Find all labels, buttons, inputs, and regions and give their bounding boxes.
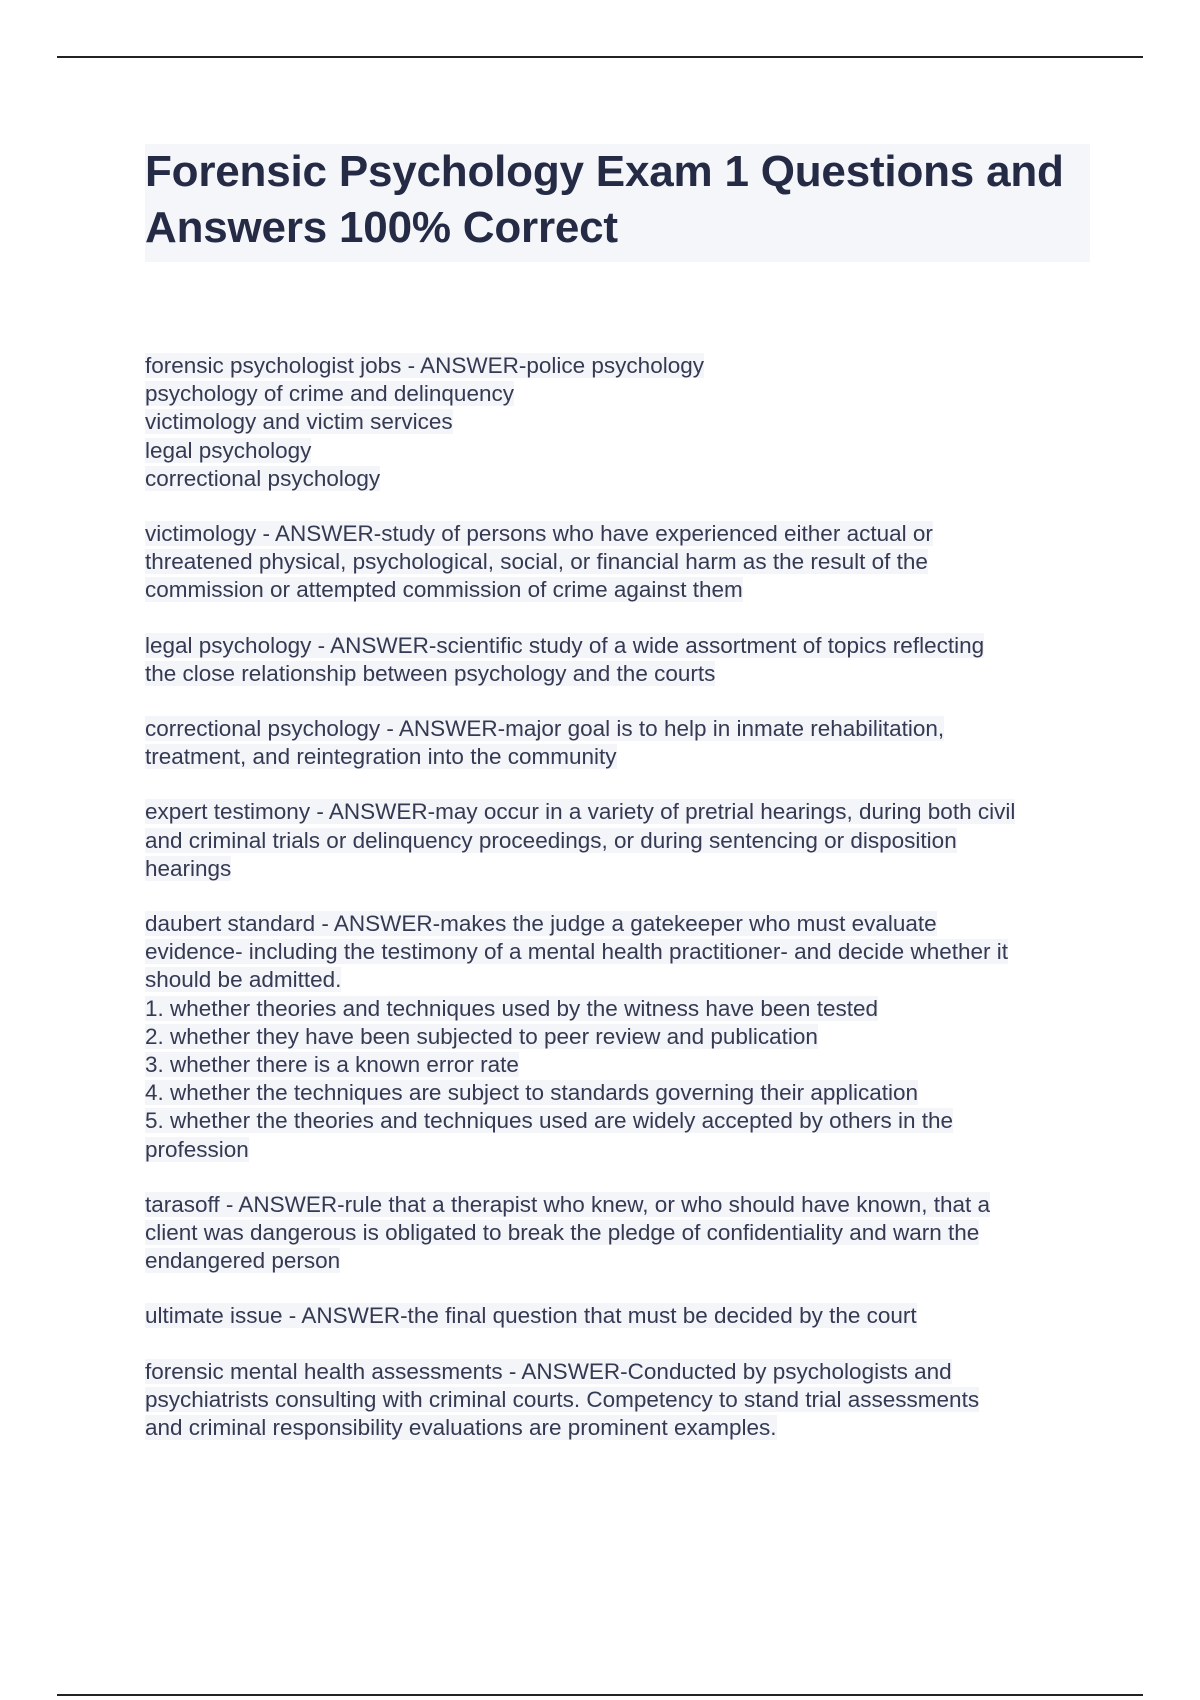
qa-line-text: and criminal trials or delinquency proceedings, or during sentencing or disposition [145, 827, 957, 853]
qa-line [145, 938, 1090, 966]
qa-line-text: endangered person [145, 1248, 341, 1274]
qa-line [145, 465, 1090, 493]
qa-line-text: 3. whether there is a known error rate [145, 1052, 519, 1078]
qa-line [145, 1023, 1090, 1051]
qa-line-text: and criminal responsibility evaluations are prominent examples. [145, 1415, 777, 1441]
qa-entry [145, 798, 1090, 883]
qa-line [145, 1079, 1090, 1107]
header-rule [57, 56, 1143, 58]
qa-entry [145, 715, 1090, 771]
qa-entry [145, 1358, 1090, 1443]
qa-line [145, 437, 1090, 465]
qa-line-text: victimology - ANSWER-study of persons who have experienced either actual or [145, 521, 933, 547]
qa-entry [145, 1191, 1090, 1276]
qa-line [145, 910, 1090, 938]
qa-line [145, 995, 1090, 1023]
qa-line [145, 798, 1090, 826]
qa-line [145, 408, 1090, 436]
qa-line-text: expert testimony - ANSWER-may occur in a variety of pretrial hearings, during both civil [145, 799, 1016, 825]
qa-line [145, 380, 1090, 408]
qa-line-text: 5. whether the theories and techniques used are widely accepted by others in the [145, 1108, 954, 1134]
qa-line [145, 743, 1090, 771]
qa-line-text: hearings [145, 855, 232, 881]
qa-line [145, 715, 1090, 743]
qa-line [145, 1414, 1090, 1442]
qa-line [145, 1358, 1090, 1386]
qa-line-text: profession [145, 1136, 249, 1162]
qa-line [145, 1302, 1090, 1330]
qa-line-text: correctional psychology [145, 465, 381, 491]
qa-line [145, 827, 1090, 855]
qa-line [145, 1136, 1090, 1164]
qa-list [145, 352, 1090, 1442]
qa-line-text: legal psychology - ANSWER-scientific study of a wide assortment of topics reflecting [145, 632, 985, 658]
qa-line-text: forensic mental health assessments - ANSWER-Conducted by psychologists and [145, 1358, 952, 1384]
qa-line-text: forensic psychologist jobs - ANSWER-police psychology [145, 353, 704, 378]
qa-entry [145, 352, 1090, 493]
qa-line-text: treatment, and reintegration into the community [145, 744, 617, 770]
qa-line-text: tarasoff - ANSWER-rule that a therapist who knew, or who should have known, that a [145, 1191, 991, 1217]
footer-rule [57, 1694, 1143, 1696]
qa-line [145, 632, 1090, 660]
qa-line-text: 1. whether theories and techniques used by the witness have been tested [145, 995, 878, 1021]
qa-line [145, 352, 1090, 380]
qa-line [145, 1107, 1090, 1135]
qa-line-text: client was dangerous is obligated to break the pledge of confidentiality and warn the [145, 1220, 980, 1246]
qa-line [145, 1219, 1090, 1247]
qa-line-text: correctional psychology - ANSWER-major goal is to help in inmate rehabilitation, [145, 716, 945, 742]
qa-line-text: should be admitted. [145, 967, 342, 993]
qa-line [145, 966, 1090, 994]
qa-line [145, 1051, 1090, 1079]
qa-line-text: victimology and victim services [145, 409, 453, 435]
qa-entry [145, 520, 1090, 605]
qa-line-text: commission or attempted commission of crime against them [145, 577, 743, 603]
qa-line-text: threatened physical, psychological, social, or financial harm as the result of the [145, 549, 928, 575]
qa-line [145, 548, 1090, 576]
qa-line [145, 660, 1090, 688]
document-title: Forensic Psychology Exam 1 Questions and Answers 100% Correct [145, 144, 1090, 262]
qa-line [145, 1386, 1090, 1414]
qa-line [145, 576, 1090, 604]
qa-line-text: evidence- including the testimony of a mental health practitioner- and decide whether it [145, 939, 1008, 965]
qa-entry [145, 632, 1090, 688]
qa-line-text: 2. whether they have been subjected to peer review and publication [145, 1023, 818, 1049]
qa-line-text: 4. whether the techniques are subject to standards governing their application [145, 1080, 918, 1106]
qa-line [145, 1247, 1090, 1275]
qa-line-text: psychiatrists consulting with criminal courts. Competency to stand trial assessments [145, 1386, 980, 1412]
qa-entry [145, 1302, 1090, 1330]
qa-line-text: ultimate issue - ANSWER-the final question that must be decided by the court [145, 1303, 917, 1329]
qa-line-text: the close relationship between psychology and the courts [145, 660, 716, 686]
qa-line-text: psychology of crime and delinquency [145, 381, 514, 407]
qa-line [145, 1191, 1090, 1219]
document-body [145, 144, 1090, 1469]
qa-line [145, 855, 1090, 883]
qa-line-text: legal psychology [145, 437, 312, 463]
qa-line [145, 520, 1090, 548]
qa-entry [145, 910, 1090, 1164]
qa-line-text: daubert standard - ANSWER-makes the judge a gatekeeper who must evaluate [145, 911, 937, 937]
